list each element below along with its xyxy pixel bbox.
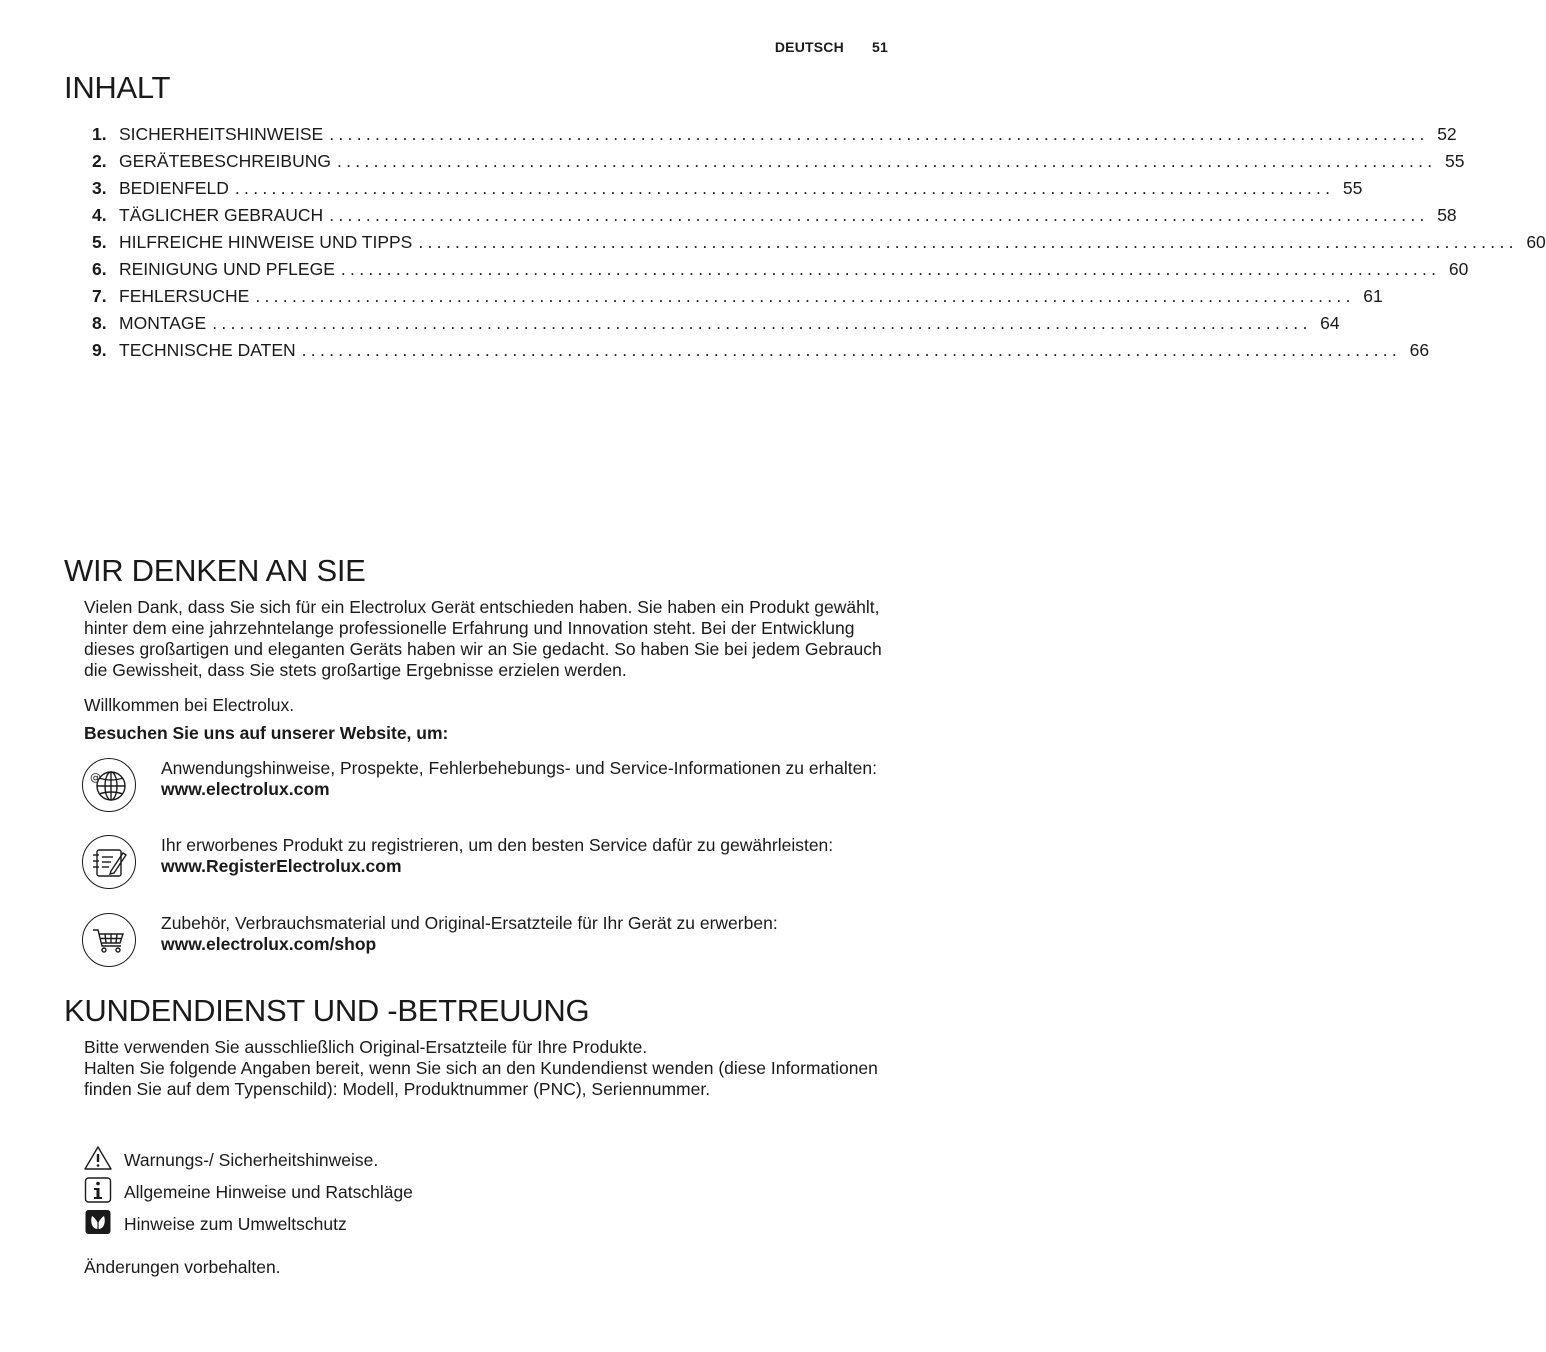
toc-item-number: 2. (92, 151, 107, 171)
register-info-text (161, 835, 891, 877)
website-row-register (82, 835, 882, 891)
footer-text: Änderungen vorbehalten. (84, 1257, 281, 1277)
svg-text:@: @ (90, 771, 101, 784)
toc-leader-dots: ........................................................................................................................ (255, 286, 1355, 306)
toc-item-title: TECHNISCHE DATEN (119, 340, 296, 360)
toc-item-number: 9. (92, 340, 107, 360)
globe-icon (82, 758, 136, 812)
website-info-text (161, 758, 891, 800)
toc-item[interactable] (92, 286, 1383, 313)
toc-item[interactable] (92, 124, 1457, 151)
toc-leader-dots: ........................................................................................................................ (234, 178, 1335, 198)
legend-environment-text: Hinweise zum Umweltschutz (124, 1214, 347, 1234)
intro-text: Vielen Dank, dass Sie sich für ein Electrolux Gerät entschieden haben. Sie haben ein Produkt gewählt, hinter dem eine jahrzehntelange professionelle Erfahrung und Innovation steht. Bei der Entwicklung dieses großartigen und eleganten Geräts haben wir an Sie gedacht. So haben Sie bei jedem Gebrauch die Gewissheit, dass Sie stets großartige Ergebnisse erzielen werden. (84, 597, 882, 680)
language-label: DEUTSCH (774, 39, 844, 55)
toc-item-page: 60 (1448, 259, 1469, 279)
website-link[interactable]: www.electrolux.com (161, 779, 330, 799)
legend-environment (84, 1209, 684, 1237)
toc-item-page: 55 (1444, 151, 1465, 171)
toc-item-title: REINIGUNG UND PFLEGE (119, 259, 335, 279)
toc-leader-dots: ........................................................................................................................ (329, 124, 1429, 144)
shop-description: Zubehör, Verbrauchsmaterial und Original-Ersatzteile für Ihr Gerät zu erwerben: (161, 913, 778, 933)
service-line-2: Halten Sie folgende Angaben bereit, wenn Sie sich an den Kundendienst wenden (diese Informationen finden Sie auf dem Typenschild): Modell, Produktnummer (PNC), Seriennummer. (84, 1058, 878, 1099)
warning-icon (84, 1145, 112, 1171)
page-header (775, 39, 888, 55)
toc-item-page: 61 (1363, 286, 1383, 306)
service-title: KUNDENDIENST UND -BETREUUNG (64, 993, 590, 1028)
toc-item-title: GERÄTEBESCHREIBUNG (119, 151, 331, 171)
toc-leader-dots: ........................................................................................................................ (336, 151, 1437, 171)
toc-item-page: 64 (1320, 313, 1340, 333)
legend-warning-text: Warnungs-/ Sicherheitshinweise. (124, 1150, 379, 1170)
info-icon (84, 1177, 112, 1203)
toc-item-title: SICHERHEITSHINWEISE (119, 124, 324, 144)
website-row-shop (82, 913, 882, 969)
toc-item-number: 4. (92, 205, 107, 225)
legend-info-text: Allgemeine Hinweise und Ratschläge (124, 1182, 413, 1202)
shop-info-text (161, 913, 891, 955)
toc-leader-dots: ........................................................................................................................ (329, 205, 1429, 225)
service-paragraph (84, 1037, 884, 1100)
website-description: Anwendungshinweise, Prospekte, Fehlerbehebungs- und Service-Informationen zu erhalten: (161, 758, 877, 778)
page-number: 51 (872, 39, 888, 55)
toc-item-number: 6. (92, 259, 107, 279)
toc-item-number: 8. (92, 313, 107, 333)
service-line-1: Bitte verwenden Sie ausschließlich Original-Ersatzteile für Ihre Produkte. (84, 1037, 648, 1057)
welcome-text: Willkommen bei Electrolux. (84, 695, 295, 715)
shopping-cart-icon (82, 913, 136, 967)
legend-info (84, 1177, 684, 1205)
visit-heading (84, 723, 884, 744)
toc-item[interactable] (92, 259, 1469, 286)
website-row-info (82, 758, 882, 814)
table-of-contents (92, 124, 1546, 367)
register-description: Ihr erworbenes Produkt zu registrieren, um den besten Service dafür zu gewährleisten: (161, 835, 834, 855)
shop-link[interactable]: www.electrolux.com/shop (161, 934, 377, 954)
toc-item[interactable] (92, 232, 1546, 259)
intro-paragraph (84, 597, 884, 681)
toc-item-page: 60 (1526, 232, 1546, 252)
environment-icon (84, 1209, 112, 1235)
toc-item-page: 66 (1409, 340, 1430, 360)
toc-item-title: FEHLERSUCHE (119, 286, 250, 306)
toc-item-page: 55 (1342, 178, 1363, 198)
toc-item[interactable] (92, 151, 1465, 178)
toc-item[interactable] (92, 313, 1340, 340)
toc-item-title: TÄGLICHER GEBRAUCH (119, 205, 324, 225)
toc-leader-dots: ........................................................................................................................ (301, 340, 1402, 360)
toc-leader-dots: ........................................................................................................................ (418, 232, 1518, 252)
legend-warning (84, 1145, 684, 1173)
register-link[interactable]: www.RegisterElectrolux.com (161, 856, 402, 876)
footer-note (84, 1257, 884, 1278)
toc-item[interactable] (92, 178, 1363, 205)
welcome-paragraph (84, 695, 884, 716)
toc-item-page: 52 (1437, 124, 1457, 144)
visit-text: Besuchen Sie uns auf unserer Website, um: (84, 723, 449, 743)
toc-title: INHALT (64, 70, 171, 105)
toc-item-title: BEDIENFELD (119, 178, 229, 198)
toc-leader-dots: ........................................................................................................................ (340, 259, 1441, 279)
toc-item[interactable] (92, 205, 1457, 232)
toc-item-number: 1. (92, 124, 107, 144)
toc-item-number: 7. (92, 286, 107, 306)
register-icon (82, 835, 136, 889)
toc-item-title: MONTAGE (119, 313, 207, 333)
toc-item-number: 5. (92, 232, 107, 252)
toc-item-number: 3. (92, 178, 107, 198)
toc-item-title: HILFREICHE HINWEISE UND TIPPS (119, 232, 413, 252)
toc-leader-dots: ........................................................................................................................ (212, 313, 1312, 333)
thinking-title: WIR DENKEN AN SIE (64, 553, 366, 588)
toc-item-page: 58 (1437, 205, 1457, 225)
toc-item[interactable] (92, 340, 1430, 367)
